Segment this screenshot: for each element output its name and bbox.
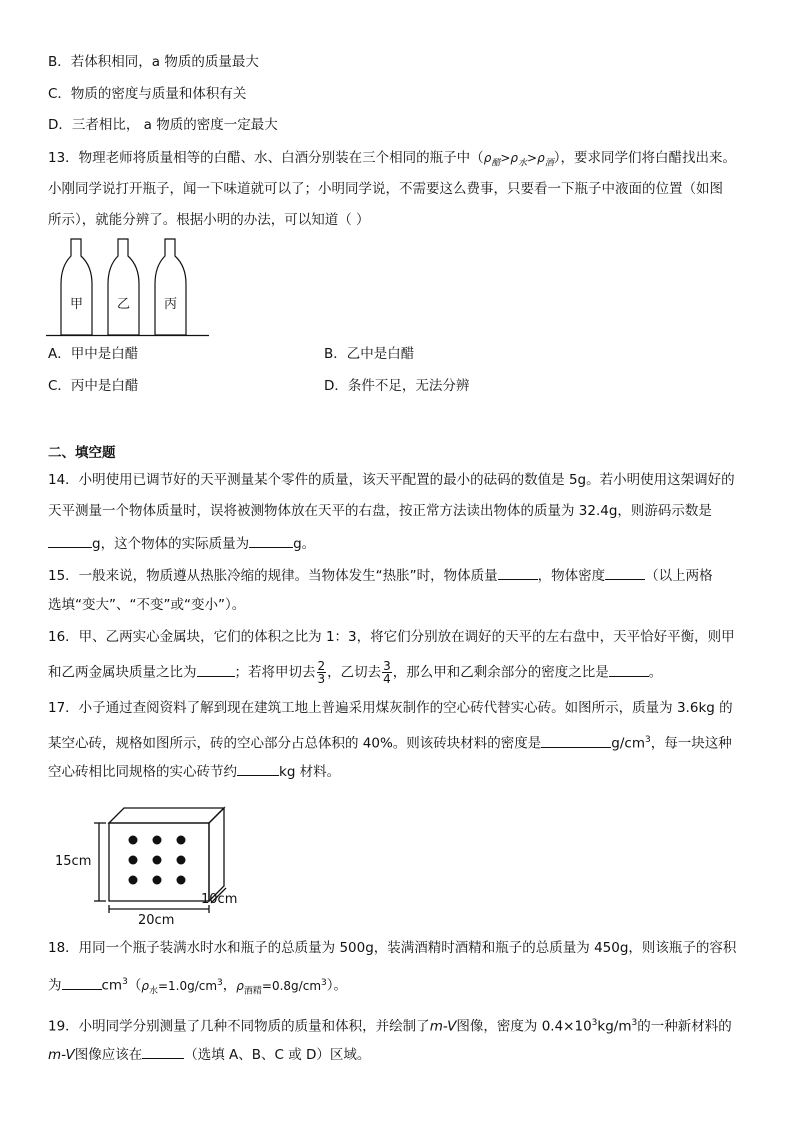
q14-line2: 天平测量一个物体质量时，误将被测物体放在天平的右盘，按正常方法读出物体的质量为 32.4g，则游码示数是 [48,503,712,519]
bottles-figure [44,236,214,340]
brick-side-face [209,808,224,901]
q14-line1: 14．小明使用已调节好的天平测量某个零件的质量，该天平配置的最小的砝码的数值是 5g。若小明使用这架调好的 [48,472,735,488]
answer-blank [62,975,102,990]
answer-blank [142,1044,184,1059]
density-order: $\rho_醋>\rho_水>\rho_酒$ [483,151,554,169]
answer-blank [541,733,611,748]
water-density-formula: $\rho_水=1.0g/cm^3$ [141,977,223,996]
answer-blank [237,761,279,776]
answer-blank [609,662,649,677]
q17-line2: 某空心砖，规格如图所示，砖的空心部分占总体积的 40%。则该砖块材料的密度是 $g/cm^3$，每一块这种 [48,730,732,754]
brick-depth-label: 10cm [201,892,238,907]
q13-option-c: C．丙中是白醋 [48,378,139,394]
q13-line3: 所示），就能分辨了。根据小明的办法，可以知道（ ） [48,212,370,228]
answer-blank [605,565,645,580]
q18-line1: 18．用同一个瓶子装满水时水和瓶子的总质量为 500g，装满酒精时酒精和瓶子的总质量为 450g，则该瓶子的容积 [48,940,737,956]
q15-line2: 选填“变大”、“不变”或“变小”）。 [48,597,246,613]
q13-option-b: B．乙中是白醋 [324,346,415,362]
q13-option-a: A．甲中是白醋 [48,346,139,362]
fraction-two-thirds: $\frac{2}{3}$ [317,659,326,686]
q18-line2: 为 $cm^3(\rho_水=1.0g/cm^3$，$\rho_{酒精}=0.8g/cm^3$）。 [48,972,347,1001]
q19-line1: 19．小明同学分别测量了几种不同物质的质量和体积，并绘制了m-V图像，密度为 $0.4\times 10^3kg/m^3$的一种新材料的 [48,1018,732,1035]
brick-width-label: 20cm [138,913,175,925]
q12-option-d: D．三者相比， a 物质的密度一定最大 [48,117,278,133]
q14-line3: g，这个物体的实际质量为 g。 [48,533,315,554]
q19-line2: m-V图像应该在 （选填 A、B、C 或 D）区域。 [48,1044,370,1065]
q16-line1: 16．甲、乙两实心金属块，它们的体积之比为 1：3，将它们分别放在调好的天平的左右盘中，天平恰好平衡，则甲 [48,629,735,645]
answer-blank [498,565,538,580]
q13-line2: 小刚同学说打开瓶子，闻一下味道就可以了；小明同学说，不需要这么费事，只要看一下瓶子中液面的位置（如图 [48,181,723,197]
bottle-yi [108,239,139,335]
bottle-label-bing: 丙 [163,297,178,312]
bottle-bing [155,239,186,335]
q17-line3: 空心砖相比同规格的实心砖节约 kg 材料。 [48,761,340,782]
q12-option-b: B．若体积相同，a 物质的质量最大 [48,54,259,70]
answer-blank [48,533,92,548]
q13-option-d: D．条件不足，无法分辨 [324,378,470,394]
brick-top-face [109,808,224,823]
bottle-label-yi: 乙 [116,297,131,312]
brick-height-label: 15cm [55,854,92,869]
bottle-label-jia: 甲 [69,297,84,312]
fraction-three-quarters: $\frac{3}{4}$ [383,659,391,686]
alcohol-density-formula: $\rho_{酒精}=0.8g/cm^3$ [236,977,327,996]
bottle-jia [61,239,92,335]
q13-line1: 13．物理老师将质量相等的白醋、水、白酒分别装在三个相同的瓶子中$(\rho_醋>\rho_水>\rho_酒)$，要求同学们将白醋找出来。 [48,150,736,169]
section-title: 二、填空题 [48,445,116,461]
q15-line1: 15．一般来说，物质遵从热胀冷缩的规律。当物体发生“热胀”时，物体质量 ，物体密度 （以上两格 [48,565,713,586]
q12-option-c: C．物质的密度与质量和体积有关 [48,86,247,102]
q17-line1: 17．小子通过查阅资料了解到现在建筑工地上普遍采用煤灰制作的空心砖代替实心砖。如图所示，质量为 3.6kg 的 [48,700,733,716]
q16-line2: 和乙两金属块质量之比为 ；若将甲切去 $\frac{2}{3}$ ，乙切去 $\frac{3}{4}$ ，那么甲和乙剩余部分的密度之比是 。 [48,659,663,686]
answer-blank [249,533,293,548]
brick-figure [54,805,254,925]
answer-blank [197,662,235,677]
